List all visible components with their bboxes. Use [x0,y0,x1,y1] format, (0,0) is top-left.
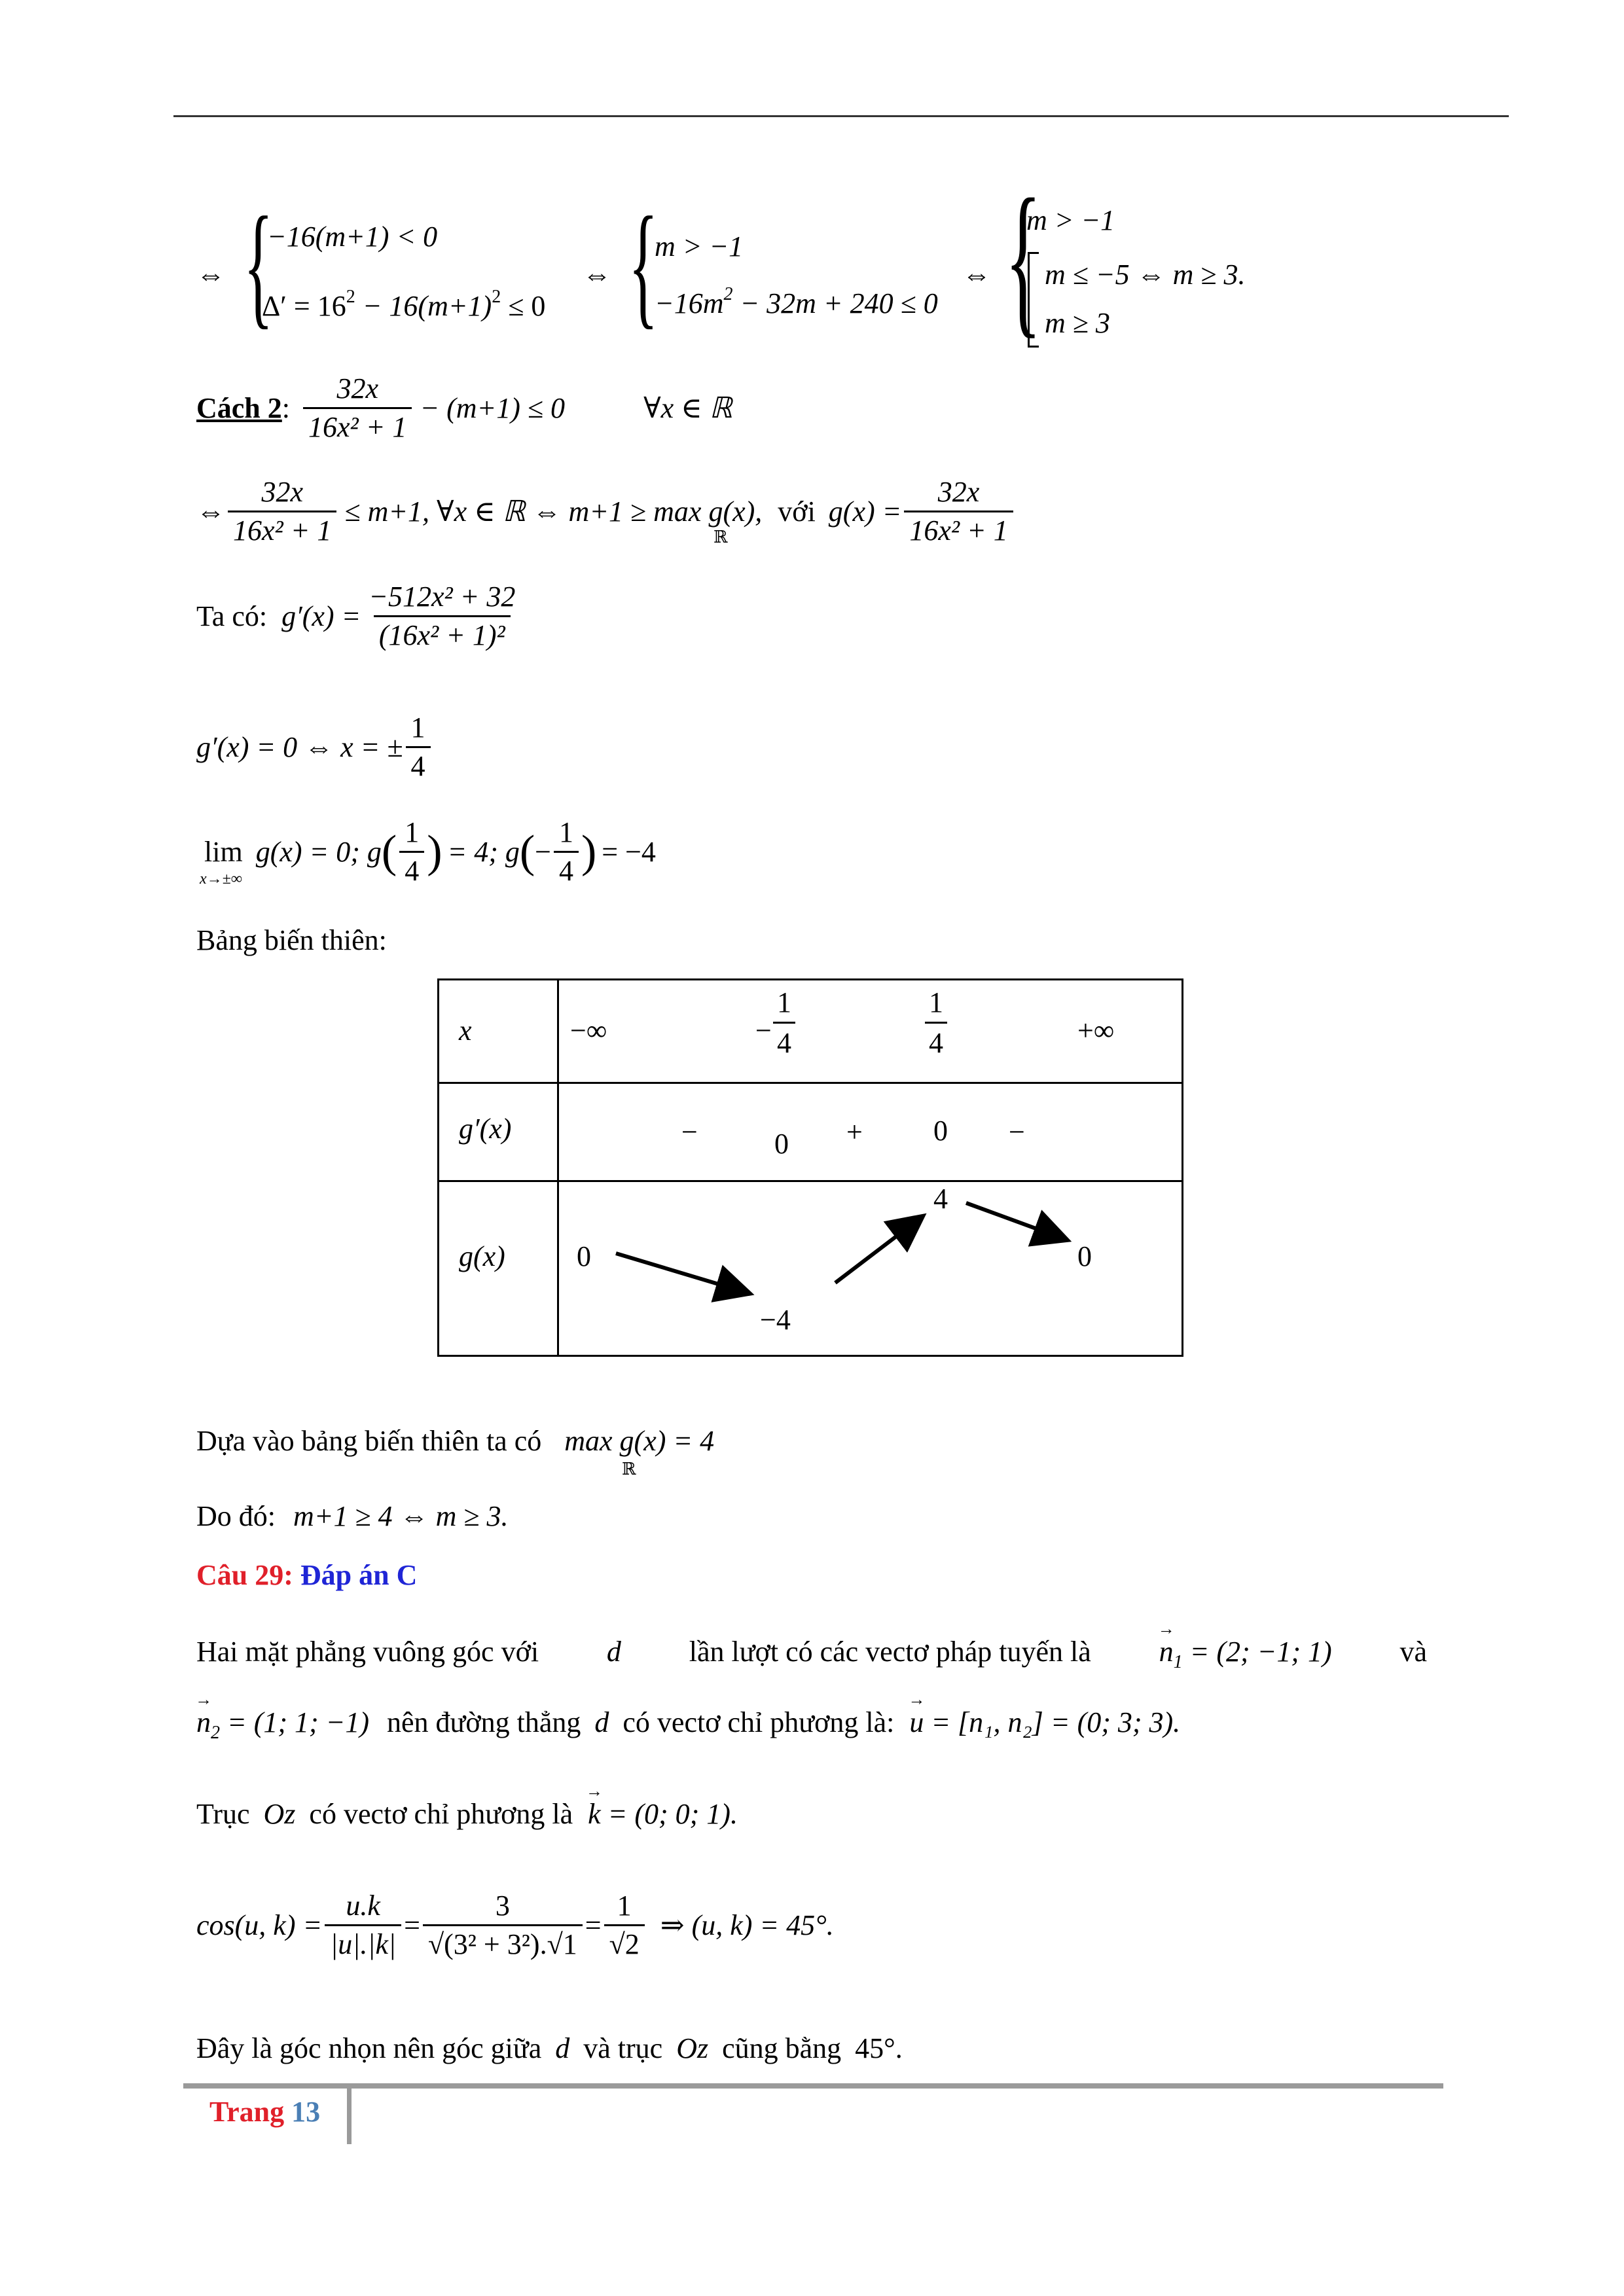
line3-mid: ≤ m+1, ∀x ∈ ℝ ⇔ m+1 ≥ max g(x), [344,495,763,528]
sys3-brace: { [1005,164,1042,353]
sys2-row2: $-16m^2 - 32m + 240 \le 0$ [655,284,938,319]
bbt-g-val-max: 4 [933,1183,948,1215]
sys3-bracket [1028,252,1039,348]
bbt-g-val-end: 0 [1077,1240,1092,1272]
line3-voi: với [778,495,816,528]
cach2-rest: − (m+1) ≤ 0 [420,391,566,424]
line1-iff-1: ⇔ [196,259,225,291]
variation-table [437,978,1183,1357]
bbt-gp-sign-2: + [846,1116,863,1148]
bbt-x-minus-sign: − [755,1014,772,1047]
q29-p2: → $n_2 = (1$; 1; −1) nên đường thẳng d có vectơ chỉ phương là: → u = [n₁, n₂] = (0; 3; 3). [196,1708,1180,1742]
do-do-line: Do đó: m+1 ≥ 4 ⇔ m ≥ 3. [196,1500,509,1532]
bbt-x-pos-quarter: 1 4 [925,986,947,1060]
footer-divider [347,2089,352,2144]
sys2-brace: { [628,189,659,341]
limits-sub: x→±∞ [200,870,242,888]
q29-final: Đây là góc nhọn nên góc giữa d và trục Oz cũng bằng 45°. [196,2032,903,2064]
bbt-gp-sign-3: − [1009,1116,1025,1148]
q29-cos-line: cos(u, k) = $\frac{u.k}{|u|.|k|}$ = $\frac{3}{\text{√(3² + 3²).√1}}$ = $\frac{1}{√2}$ ⇒ (u, k) = 45°. [196,1890,834,1960]
sys1-row2: $\Delta' = 16^2 - 16(m+1)^2 \le 0$ [262,287,546,322]
q29-frac-2: $\frac{3}{\text{√(3² + 3²).√1}}$ [423,1892,583,1959]
q29-frac-1: $\frac{u.k}{|u|.|k|}$ [325,1892,401,1959]
bbt-x-neg-inf: −∞ [570,1014,607,1047]
sys3-row3: m ≥ 3 [1045,307,1110,339]
sys2-row1: m > −1 [655,230,744,262]
deriv-fraction: $\frac{\text{−512x² + 32}}{\text{(16x² + 1)²}}$ [369,581,516,651]
bbt-g-val-min: −4 [760,1304,791,1336]
header-rule [173,115,1509,117]
bbt-gp-sign-1: − [681,1116,698,1148]
zero-fraction: $\frac{1}{4}$ [406,713,431,781]
q29-title: Câu 29: Đáp án C [196,1559,418,1591]
bbt-title: Bảng biến thiên: [196,924,387,956]
conclusion-max-sub: ℝ [622,1460,636,1479]
cach2-fraction: $\frac{32x}{\text{16x² + 1}}$ [303,374,412,442]
cach2-forall: ∀x ∈ ℝ [643,391,732,424]
deriv-line: Ta có: g′(x) = $\frac{\text{−512x² + 32}}{\text{(16x² + 1)²}}$ [196,583,523,650]
sys3-row1: m > −1 [1026,204,1115,236]
line1-iff-2: ⇔ [583,259,611,291]
conclusion-line: Dựa vào bảng biến thiên ta có max g(x) = 4 [196,1425,715,1457]
line3-max-sub: ℝ [713,528,728,547]
line3: ⇔ $\frac{32x}{\text{16x² + 1}}$ ≤ m+1, ∀x ∈ ℝ ⇔ m+1 ≥ max g(x), với g(x) = $\frac{32x}{\text{16x² + 1}}$ [196,478,1016,545]
bbt-g-label: g(x) [459,1240,505,1272]
bbt-gp-zero-2: 0 [933,1115,948,1147]
line3-fraction-1: $\frac{32x}{\text{16x² + 1}}$ [228,478,336,545]
limits-line: lim g(x) = 0; g ( $\frac{1}{4}$ ) = 4; g ( − $\frac{1}{4}$ ) = −4 [204,816,656,887]
table-row-divider-1 [439,1082,1182,1084]
sys1-row1: −16(m+1) < 0 [267,221,438,253]
bbt-x-label: x [459,1014,472,1047]
zero-line: g′(x) = 0 ⇔ x = ± $\frac{1}{4}$ [196,713,433,781]
q29-frac-3: $\frac{1}{√2}$ [604,1892,645,1959]
bbt-arrow-down-2 [966,1203,1064,1239]
line3-fraction-2: $\frac{32x}{\text{16x² + 1}}$ [904,478,1013,545]
sys3-row2: m ≤ −5 ⇔ m ≥ 3. [1045,259,1246,291]
bbt-arrows [439,1180,1182,1357]
q29-p3: Trục Oz có vectơ chỉ phương là → k = (0; 0; 1). [196,1800,738,1829]
bbt-gp-zero-1: 0 [774,1128,789,1160]
sys1-brace: { [244,189,274,341]
bbt-gp-label: g′(x) [459,1113,512,1145]
cach2-line: Cách 2 : $\frac{32x}{\text{16x² + 1}}$ − (m+1) ≤ 0 ∀x ∈ ℝ [196,372,732,443]
cach2-label: Cách 2 [196,391,282,424]
bbt-g-val-1: 0 [577,1240,591,1272]
line1-iff-3: ⇔ [962,259,991,291]
footer-page: Trang 13 [209,2096,321,2128]
bbt-x-neg-quarter: 1 4 [773,986,795,1060]
line3-gdef: g(x) = [828,495,902,528]
bbt-x-pos-inf: +∞ [1077,1014,1115,1047]
q29-p1: Hai mặt phẳng vuông góc với d lần lượt có các vectơ pháp tuyến là → $n_1 = (2$; −1; 1) và [196,1638,1427,1672]
footer-rule [183,2083,1443,2089]
bbt-arrow-up [835,1218,920,1283]
bbt-arrow-down-1 [616,1253,747,1293]
